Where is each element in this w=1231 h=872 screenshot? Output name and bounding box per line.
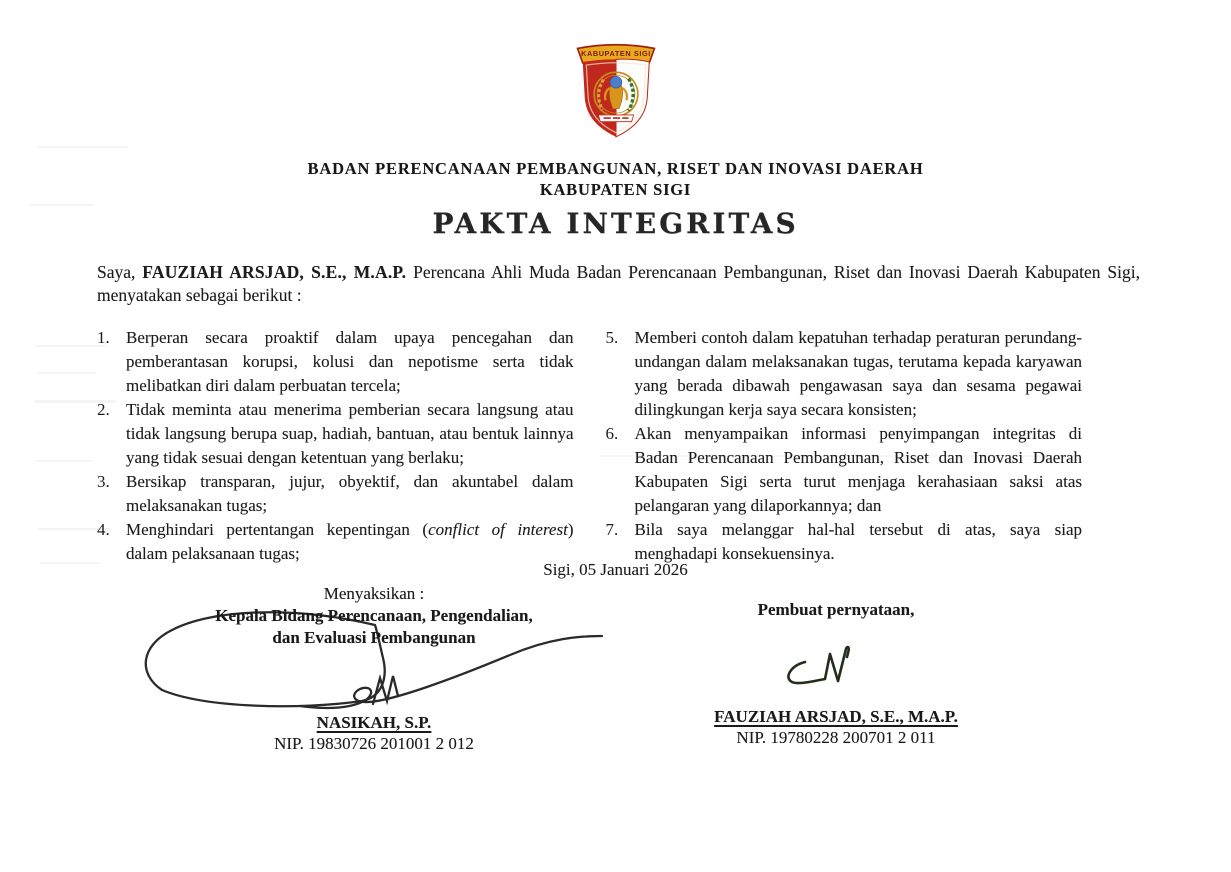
list-item-1 [97, 326, 574, 398]
declarant-name-inline: FAUZIAH ARSJAD, S.E., M.A.P. [142, 262, 407, 282]
list-item-2 [97, 398, 574, 470]
scan-smudge [30, 204, 94, 206]
list-column-left [97, 326, 574, 566]
list-item-6 [606, 422, 1083, 518]
scan-smudge [34, 345, 106, 347]
witness-signature-block [152, 583, 596, 755]
org-name-line1: BADAN PERENCANAAN PEMBANGUNAN, RISET DAN INOVASI DAERAH [307, 159, 924, 178]
declarant-name: FAUZIAH ARSJAD, S.E., M.A.P. [714, 707, 958, 726]
item-text-italic: conflict of interest [428, 520, 568, 539]
item-text: Bila saya melanggar hal-hal tersebut di atas, saya siap menghadapi konsekuensinya. [634, 520, 1082, 563]
item-number: 2. [97, 400, 110, 419]
declarant-signature-block [640, 599, 1032, 749]
declarant-signature-space [640, 621, 1032, 706]
scan-smudge [40, 562, 100, 564]
item-number: 3. [97, 472, 110, 491]
scan-smudge [38, 528, 110, 530]
item-text: Berperan secara proaktif dalam upaya pencegahan dan pemberantasan korupsi, kolusi dan nepotisme serta tidak melibatkan diri dalam perbuatan tercela; [126, 328, 574, 395]
item-text-pre: Menghindari pertentangan kepentingan ( [126, 520, 429, 539]
witness-label: Menyaksikan : [323, 584, 425, 603]
date-place-line: Sigi, 05 Januari 2026 [543, 560, 688, 579]
item-text: Akan menyampaikan informasi penyimpangan integritas di Badan Perencanaan Pembangunan, Riset dan Inovasi Daerah Kabupaten Sigi serta turut menjaga kerahasiaan saksi atas pelangaran yang dilaporkannya; dan [634, 424, 1082, 515]
item-number: 7. [605, 520, 619, 539]
item-number: 1. [97, 328, 110, 347]
scan-smudge [34, 400, 116, 403]
org-header [0, 158, 1231, 200]
item-text-post: ) dalam pelaksanaan tugas; [126, 520, 574, 563]
org-name-line2: KABUPATEN SIGI [539, 180, 692, 199]
list-item-3 [97, 470, 574, 518]
page-title: PAKTA INTEGRITAS [432, 207, 799, 240]
scan-smudge [36, 460, 92, 462]
item-number: 5. [605, 328, 619, 347]
emblem-banner-text: KABUPATEN SIGI [581, 49, 651, 59]
witness-name: NASIKAH, S.P. [316, 713, 432, 732]
item-text [126, 518, 574, 566]
kabupaten-sigi-emblem-icon [561, 38, 671, 142]
witness-nip: NIP. 19830726 201001 2 012 [274, 734, 474, 753]
witness-title-line2: dan Evaluasi Pembangunan [272, 628, 476, 647]
item-text: Bersikap transparan, jujur, obyektif, dan akuntabel dalam melaksanakan tugas; [126, 472, 574, 515]
list-item-4 [97, 518, 574, 566]
scan-smudge [38, 146, 128, 148]
list-item-5 [606, 326, 1083, 422]
intro-paragraph [97, 261, 1140, 307]
witness-title-line1: Kepala Bidang Perencanaan, Pengendalian, [215, 606, 533, 625]
intro-prefix: Saya, [97, 262, 143, 282]
item-number: 4. [97, 520, 110, 539]
item-text: Tidak meminta atau menerima pemberian secara langsung atau tidak langsung berupa suap, hadiah, bantuan, atau bentuk lainnya yang tidak sesuai dengan ketentuan yang berlaku; [126, 400, 574, 467]
declarant-label: Pembuat pernyataan, [757, 600, 915, 619]
witness-signature-space [152, 649, 596, 712]
integrity-pledge-list [97, 326, 1082, 566]
scan-smudge [600, 455, 1080, 457]
item-text: Memberi contoh dalam kepatuhan terhadap peraturan perundang-undangan dalam melaksanakan tugas, terutama kepada karyawan yang berada dibawah pengawasan saya dan sesama pegawai dilingkungan kerja saya secara konsisten; [634, 328, 1082, 419]
intro-rest: Perencana Ahli Muda Badan Perencanaan Pembangunan, Riset dan Inovasi Daerah Kabupaten Sigi, menyatakan sebagai berikut : [97, 262, 1140, 305]
declarant-nip: NIP. 19780228 200701 2 011 [736, 728, 936, 747]
item-number: 6. [605, 424, 619, 443]
list-column-right [606, 326, 1083, 566]
scan-smudge [38, 372, 96, 374]
list-item-7 [606, 518, 1083, 566]
